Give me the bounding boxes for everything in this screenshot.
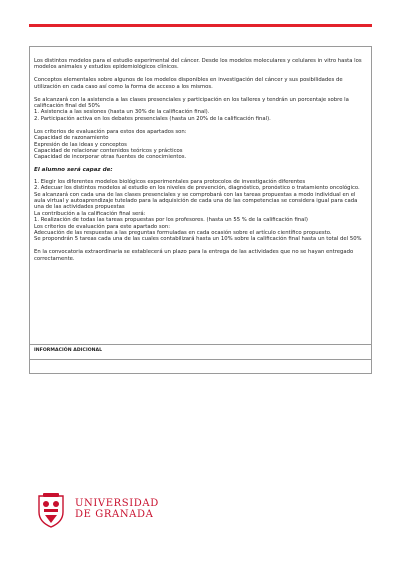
outcome-criteria: Adecuación de las respuestas a las preguntas formuladas en cada ocasión sobre el artículo científico propuesto. — [34, 229, 332, 236]
paragraph-extraordinary: En la convocatoria extraordinaria se establecerá un plazo para la entrega de las actividades que no se hayan entregado correctamente. — [34, 249, 354, 262]
criteria-item-3: Capacidad de relacionar contenidos teóricos y prácticos — [34, 147, 183, 154]
criteria-item-4: Capacidad de incorporar otras fuentes de conocimientos. — [34, 154, 187, 161]
criteria-item-1: Capacidad de razonamiento — [34, 135, 109, 142]
university-seal-icon — [36, 492, 66, 528]
header-accent-bar — [29, 24, 372, 27]
attendance-intro: Se alcanzará con la asistencia a las clases presenciales y participación en los talleres y tendrán un porcentaje sobre la calificación final del 50% — [34, 96, 349, 110]
outcome-method: Se alcanzará con cada una de las clases presenciales y se comprobará con las tareas propuestas a modo individual en el aula virtual y autoaprendizaje tutelado para la adquisición de cada una de las competencias se considera igual para cada una de las actividades propuestas — [34, 191, 358, 211]
additional-info-heading: INFORMACIÓN ADICIONAL — [34, 348, 103, 353]
university-name-line-2: DE GRANADA — [75, 509, 154, 520]
section-heading-student: El alumno será capaz de: — [34, 167, 113, 174]
attendance-item-1: 1. Asistencia a las sesiones (hasta un 30% de la calificación final). — [34, 109, 210, 116]
paragraph-concepts: Conceptos elementales sobre algunos de los modelos disponibles en investigación del cáncer y sus posibilidades de utilización en cada caso así como la forma de acceso a los mismos. — [34, 77, 343, 90]
outcome-tasks: 1. Realización de todas las tareas propuestas por los profesores. (hasta un 55 % de la calificación final) — [34, 217, 308, 224]
criteria-intro: Los criterios de evaluación para estos dos apartados son: — [34, 128, 187, 135]
content-table — [29, 46, 372, 374]
table-divider — [30, 344, 371, 345]
university-name — [75, 498, 159, 520]
attendance-item-2: 2. Participación activa en los debates presenciales (hasta un 20% de la calificación final). — [34, 115, 271, 122]
criteria-item-2: Expresión de las ideas y conceptos — [34, 141, 127, 148]
paragraph-attendance — [34, 97, 368, 123]
outcome-1: 1. Elegir los diferentes modelos biológicos experimentales para protocolos de investigación diferentes — [34, 178, 306, 185]
content-body — [34, 58, 368, 269]
university-name-line-1: UNIVERSIDAD — [75, 498, 159, 509]
outcome-contribution: La contribución a la calificación final será: — [34, 210, 146, 217]
paragraph-criteria — [34, 129, 368, 161]
outcome-five-tasks: Se propondrán 5 tareas cada una de las cuales contabilizará hasta un 10% sobre la calificación final hasta un total del 50% — [34, 236, 362, 243]
outcome-criteria-intro: Los criterios de evaluación para este apartado son: — [34, 223, 170, 230]
table-divider — [30, 359, 371, 360]
university-logo — [36, 492, 196, 528]
paragraph-outcomes — [34, 179, 368, 243]
paragraph-models: Los distintos modelos para el estudio experimental del cáncer. Desde los modelos moleculares y celulares in vitro hasta los modelos animales y estudios epidemiológicos clínicos. — [34, 58, 362, 71]
outcome-2: 2. Adecuar los distintos modelos al estudio en los niveles de prevención, diagnóstico, pronóstico o tratamiento oncológico. — [34, 185, 360, 192]
